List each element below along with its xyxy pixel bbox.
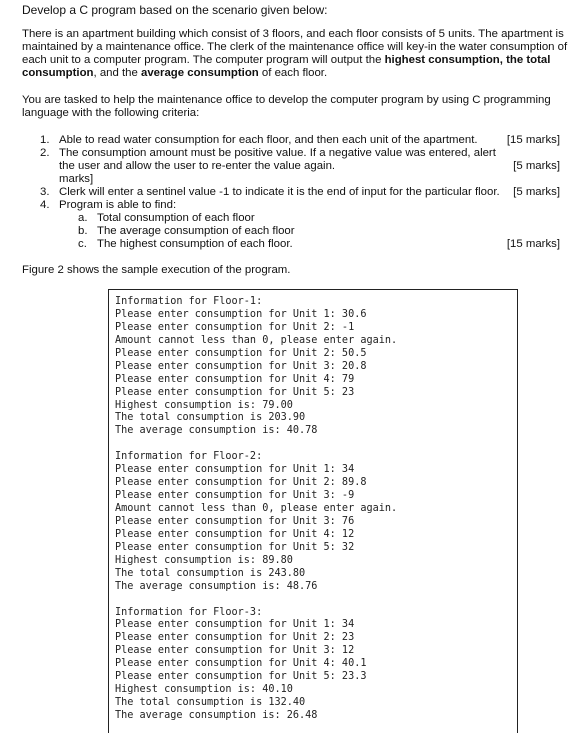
sample-execution-console <box>108 289 518 733</box>
criterion-text: Clerk will enter a sentinel value -1 to indicate it is the end of input for the particular floor. <box>59 186 500 198</box>
subcriterion-marks: [15 marks] <box>506 238 560 250</box>
console-line: Highest consumption is: 89.80 <box>115 554 293 566</box>
criterion-3 <box>40 186 572 199</box>
subcriterion-letter: a. <box>78 212 88 224</box>
console-line: Please enter consumption for Unit 2: 89.8 <box>115 477 367 489</box>
figure-caption: Figure 2 shows the sample execution of the program. <box>22 264 291 276</box>
subcriterion-letter: b. <box>78 225 88 237</box>
console-line: The average consumption is: 26.48 <box>115 710 318 721</box>
criterion-marks: [5 marks] <box>513 160 560 172</box>
console-line: Please enter consumption for Unit 3: 76 <box>115 515 355 527</box>
console-line: Please enter consumption for Unit 2: 50.5 <box>115 347 367 359</box>
console-line: Information for Floor-3: <box>115 606 263 618</box>
criterion-number: 1. <box>40 134 50 146</box>
scenario-separator: , <box>499 54 507 66</box>
console-line: Highest consumption is: 40.10 <box>115 684 293 696</box>
console-line: Please enter consumption for Unit 2: 23 <box>115 632 355 644</box>
console-line: Please enter consumption for Unit 1: 34 <box>115 464 355 476</box>
console-line: Please enter consumption for Unit 5: 23.3 <box>115 671 367 683</box>
console-line: Please enter consumption for Unit 1: 30.6 <box>115 308 367 320</box>
console-blank-line <box>115 594 511 607</box>
console-line: Amount cannot less than 0, please enter again. <box>115 503 398 514</box>
criterion-4 <box>40 199 572 212</box>
console-line: The average consumption is: 48.76 <box>115 580 318 592</box>
criterion-marks: [5 marks] <box>513 186 560 198</box>
console-line: Please enter consumption for Unit 4: 12 <box>115 528 355 540</box>
criterion-1 <box>40 134 572 147</box>
subcriterion-text: Total consumption of each floor <box>97 212 255 224</box>
criterion-text: Program is able to find: <box>59 199 177 211</box>
console-line: Please enter consumption for Unit 2: -1 <box>115 321 355 333</box>
subcriterion-b <box>78 225 572 238</box>
scenario-bold-highest: highest consumption <box>384 54 500 66</box>
console-line: Please enter consumption for Unit 3: 12 <box>115 645 355 657</box>
console-line: Please enter consumption for Unit 5: 32 <box>115 541 355 553</box>
subcriterion-c <box>78 238 572 251</box>
criterion-number: 4. <box>40 199 50 211</box>
criterion-marks-tail: marks] <box>59 173 94 185</box>
scenario-bold-average: average consumption <box>141 67 259 79</box>
criterion-text: Able to read water consumption for each floor, and then each unit of the apartment. <box>59 134 478 146</box>
subcriterion-text: The average consumption of each floor <box>97 225 295 237</box>
scenario-bold-total: the total consumption <box>22 54 551 79</box>
console-line: Information for Floor-1: <box>115 296 263 307</box>
console-line: Please enter consumption for Unit 4: 40.1 <box>115 658 367 670</box>
criterion-text: The consumption amount must be positive value. If a negative value was entered, alert the user and allow the user to re-enter the value again. <box>59 147 496 172</box>
scenario-separator: , and the <box>93 67 142 79</box>
floor-2-output <box>115 451 511 593</box>
scenario-text: There is an apartment building which consist of 3 floors, and each floor consists of 5 units. The apartment is maintained by a maintenance office. The clerk of the maintenance office will key-in the water consumption of each unit to a computer program. The computer program will output the <box>22 28 568 66</box>
scenario-paragraph <box>22 28 570 80</box>
console-line: Please enter consumption for Unit 3: 20.8 <box>115 360 367 372</box>
criteria-list <box>40 134 572 212</box>
criterion-2 <box>40 147 572 186</box>
floor-1-output <box>115 296 511 438</box>
console-line: The total consumption is 132.40 <box>115 697 306 709</box>
console-line: Please enter consumption for Unit 4: 79 <box>115 373 355 385</box>
question-heading: Develop a C program based on the scenario given below: <box>22 3 328 17</box>
scenario-text-end: of each floor. <box>258 67 328 79</box>
task-paragraph: You are tasked to help the maintenance office to develop the computer program by using C programming language with the following criteria: <box>22 94 551 119</box>
console-line: Highest consumption is: 79.00 <box>115 399 293 411</box>
console-line: The average consumption is: 40.78 <box>115 425 318 437</box>
subcriterion-text: The highest consumption of each floor. <box>97 238 293 250</box>
console-line: Please enter consumption for Unit 1: 34 <box>115 619 355 631</box>
criterion-number: 2. <box>40 147 50 159</box>
subcriterion-a <box>78 212 572 225</box>
subcriteria-list <box>78 212 572 251</box>
console-line: Information for Floor-2: <box>115 451 263 463</box>
subcriterion-letter: c. <box>78 238 87 250</box>
console-line: The total consumption is 203.90 <box>115 412 306 424</box>
console-line: Please enter consumption for Unit 3: -9 <box>115 490 355 502</box>
floor-3-output <box>115 607 511 723</box>
console-line: Amount cannot less than 0, please enter again. <box>115 334 398 346</box>
criterion-number: 3. <box>40 186 50 198</box>
criterion-marks: [15 marks] <box>506 134 560 146</box>
console-line: Please enter consumption for Unit 5: 23 <box>115 386 355 398</box>
console-line: The total consumption is 243.80 <box>115 567 306 579</box>
console-blank-line <box>115 438 511 451</box>
